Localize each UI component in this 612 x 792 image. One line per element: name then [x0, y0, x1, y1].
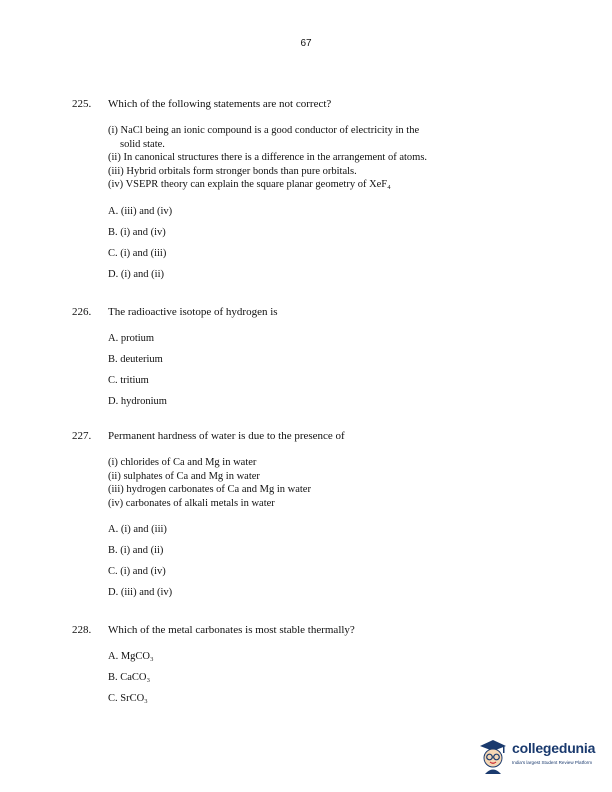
- option-b[interactable]: B. deuterium: [108, 354, 163, 365]
- statement: (i) NaCl being an ionic compound is a good conductor of electricity in the: [108, 125, 420, 136]
- statement: (ii) sulphates of Ca and Mg in water: [108, 470, 260, 482]
- statement-list: [108, 456, 552, 510]
- logo-name: collegedunia: [512, 740, 596, 756]
- option-a[interactable]: A. (iii) and (iv): [108, 205, 173, 217]
- option-list: [108, 332, 552, 416]
- question-number: 226.: [72, 306, 92, 318]
- statement-list: [108, 124, 552, 192]
- statement: (iii) Hybrid orbitals form stronger bonds than pure orbitals.: [108, 165, 357, 177]
- option-d[interactable]: D. (iii) and (iv): [108, 587, 173, 598]
- question-number: 225.: [72, 98, 92, 110]
- option-c[interactable]: C. tritium: [108, 375, 149, 386]
- mascot-icon: [476, 738, 510, 774]
- question-225: [72, 98, 552, 289]
- statement: (i) chlorides of Ca and Mg in water: [108, 457, 257, 468]
- question-226: [72, 306, 552, 416]
- option-a[interactable]: A. protium: [108, 333, 155, 344]
- option-list: [108, 523, 552, 607]
- option-list: [108, 205, 552, 289]
- option-c[interactable]: C. (i) and (iii): [108, 247, 167, 259]
- question-text: The radioactive isotope of hydrogen is: [108, 306, 278, 318]
- option-b[interactable]: B. (i) and (iv): [108, 226, 166, 238]
- statement: (iv) VSEPR theory can explain the square planar geometry of XeF₄: [108, 179, 391, 190]
- statement: (ii) In canonical structures there is a difference in the arrangement of atoms.: [108, 152, 428, 163]
- logo-tagline: India's largest Student Review Platform: [512, 760, 593, 765]
- option-d[interactable]: D. (i) and (ii): [108, 268, 164, 280]
- question-text: Which of the following statements are not correct?: [108, 98, 332, 110]
- question-text: Permanent hardness of water is due to the presence of: [108, 430, 345, 442]
- option-b[interactable]: B. CaCO₃: [108, 672, 151, 683]
- question-number: 228.: [72, 624, 92, 636]
- collegedunia-logo: [476, 738, 606, 774]
- option-d[interactable]: D. hydronium: [108, 396, 167, 407]
- page-number: 67: [300, 38, 312, 49]
- option-b[interactable]: B. (i) and (ii): [108, 545, 164, 556]
- statement-continuation: solid state.: [120, 138, 165, 150]
- option-c[interactable]: C. (i) and (iv): [108, 566, 166, 577]
- question-text: Which of the metal carbonates is most stable thermally?: [108, 624, 355, 636]
- statement: (iv) carbonates of alkali metals in water: [108, 497, 275, 509]
- option-a[interactable]: A. (i) and (iii): [108, 524, 167, 535]
- question-number: 227.: [72, 430, 92, 442]
- question-227: [72, 430, 552, 607]
- option-a[interactable]: A. MgCO₃: [108, 651, 154, 662]
- option-list: [108, 650, 552, 713]
- statement: (iii) hydrogen carbonates of Ca and Mg in water: [108, 484, 311, 495]
- option-c[interactable]: C. SrCO₃: [108, 693, 148, 704]
- question-228: [72, 624, 552, 713]
